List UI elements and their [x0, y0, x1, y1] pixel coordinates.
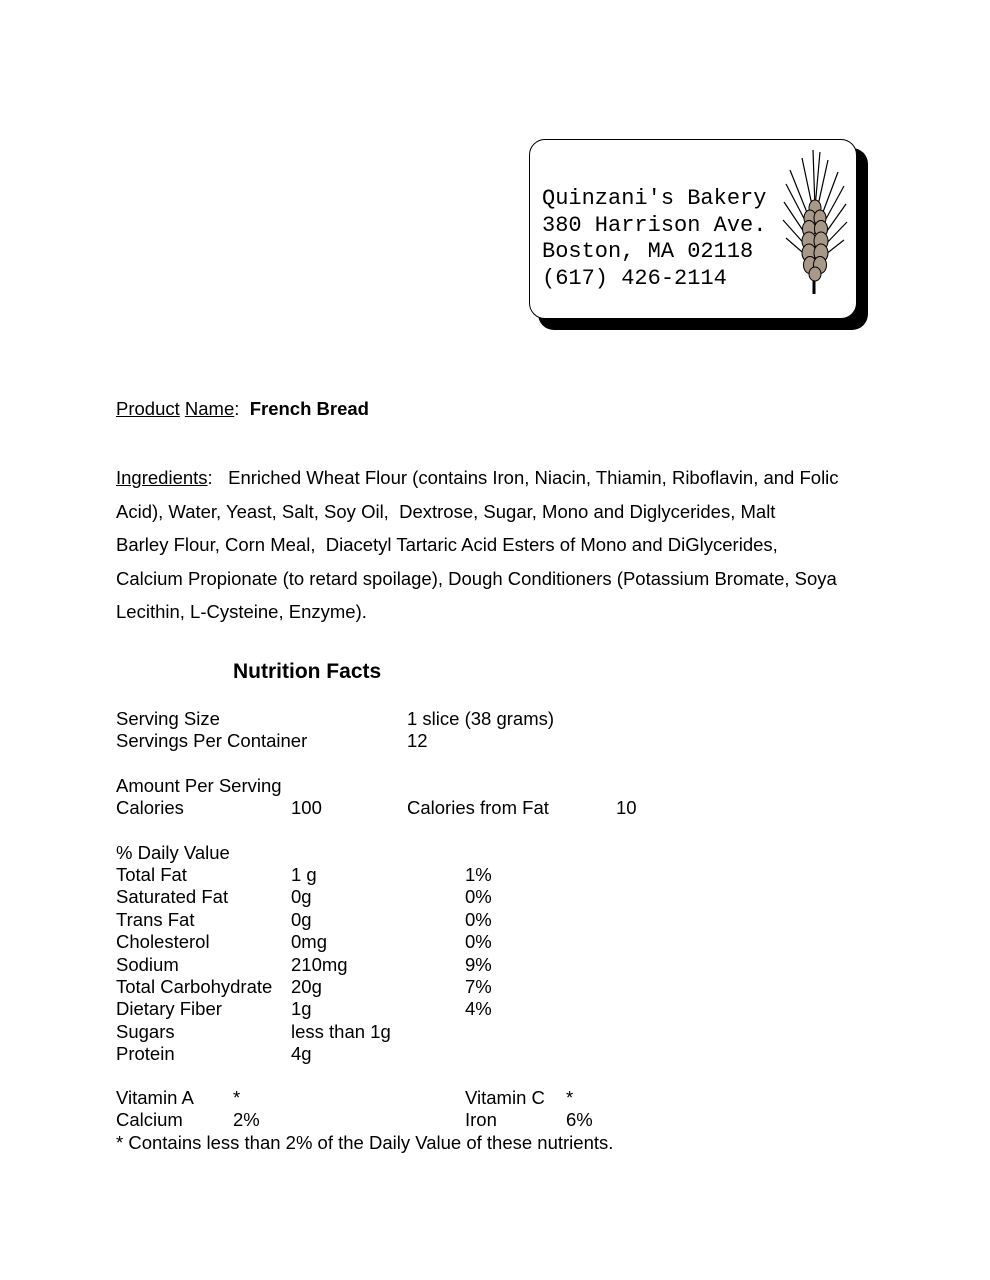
calories-from-fat-value: 10 — [616, 797, 637, 818]
bakery-address — [542, 186, 766, 292]
nutrient-daily-value: 4% — [465, 998, 492, 1019]
vitamin-a-value: * — [233, 1087, 241, 1108]
ingredients-label: Ingredients — [116, 467, 208, 488]
serving-size-label: Serving Size — [116, 708, 220, 729]
nutrient-amount: less than 1g — [291, 1021, 391, 1042]
nutrition-footnote: * Contains less than 2% of the Daily Value of these nutrients. — [116, 1132, 614, 1153]
nutrient-daily-value: 9% — [465, 954, 492, 975]
ingredients-text-1: Enriched Wheat Flour (contains Iron, Niacin, Thiamin, Riboflavin, and Folic — [228, 467, 839, 488]
nutrient-amount: 4g — [291, 1043, 312, 1064]
nutrient-name: Cholesterol — [116, 931, 210, 952]
bakery-street: 380 Harrison Ave. — [542, 212, 767, 238]
nutrient-name: Total Carbohydrate — [116, 976, 273, 997]
bakery-name: Quinzani's Bakery — [542, 186, 767, 211]
ingredients-line-1: Ingredients: Enriched Wheat Flour (contains Iron, Niacin, Thiamin, Riboflavin, and Folic — [116, 467, 839, 488]
ingredients-line-5: Lecithin, L-Cysteine, Enzyme). — [116, 601, 367, 623]
daily-value-label: % Daily Value — [116, 842, 230, 863]
nutrient-daily-value: 7% — [465, 976, 492, 997]
nutrient-amount: 0g — [291, 886, 312, 907]
servings-per-container-label: Servings Per Container — [116, 730, 308, 751]
calcium-label: Calcium — [116, 1109, 183, 1130]
nutrient-amount: 20g — [291, 976, 322, 997]
nutrient-daily-value: 1% — [465, 864, 492, 885]
nutrient-name: Total Fat — [116, 864, 187, 885]
nutrient-name: Sodium — [116, 954, 179, 975]
amount-per-serving-label: Amount Per Serving — [116, 775, 282, 796]
bakery-label — [529, 139, 857, 319]
nutrient-amount: 1 g — [291, 864, 317, 885]
wheat-icon — [780, 148, 850, 296]
product-name: French Bread — [249, 398, 369, 419]
product-name-line: Product Name: French Bread — [116, 398, 369, 419]
calories-from-fat-label: Calories from Fat — [407, 797, 549, 818]
nutrient-amount: 0mg — [291, 931, 327, 952]
ingredients-block — [116, 461, 886, 629]
calories-label: Calories — [116, 797, 184, 818]
product-label-word1: Product — [116, 398, 180, 419]
nutrition-facts-title: Nutrition Facts — [233, 660, 382, 683]
nutrient-name: Protein — [116, 1043, 175, 1064]
nutrient-name: Dietary Fiber — [116, 998, 222, 1019]
iron-value: 6% — [566, 1109, 593, 1130]
nutrient-name: Trans Fat — [116, 909, 195, 930]
nutrient-amount: 0g — [291, 909, 312, 930]
vitamin-c-value: * — [566, 1087, 574, 1108]
ingredients-line-3: Barley Flour, Corn Meal, Diacetyl Tartaric Acid Esters of Mono and DiGlycerides, — [116, 534, 778, 556]
vitamin-a-label: Vitamin A — [116, 1087, 194, 1108]
ingredients-line-2: Acid), Water, Yeast, Salt, Soy Oil, Dextrose, Sugar, Mono and Diglycerides, Malt — [116, 500, 776, 522]
nutrient-daily-value: 0% — [465, 909, 492, 930]
calcium-value: 2% — [233, 1109, 260, 1130]
ingredients-line-4: Calcium Propionate (to retard spoilage), Dough Conditioners (Potassium Bromate, Soya — [116, 567, 837, 589]
servings-per-container-value: 12 — [407, 730, 428, 751]
serving-size-value: 1 slice (38 grams) — [407, 708, 555, 729]
nutrient-daily-value: 0% — [465, 931, 492, 952]
iron-label: Iron — [465, 1109, 497, 1130]
nutrient-amount: 1g — [291, 998, 312, 1019]
bakery-phone: (617) 426-2114 — [542, 265, 727, 291]
product-label-word2: Name — [184, 398, 235, 419]
nutrient-daily-value: 0% — [465, 886, 492, 907]
calories-value: 100 — [291, 797, 322, 818]
nutrient-amount: 210mg — [291, 954, 348, 975]
nutrient-name: Saturated Fat — [116, 886, 229, 907]
nutrient-name: Sugars — [116, 1021, 175, 1042]
bakery-city: Boston, MA 02118 — [542, 239, 754, 264]
vitamin-c-label: Vitamin C — [465, 1087, 545, 1108]
